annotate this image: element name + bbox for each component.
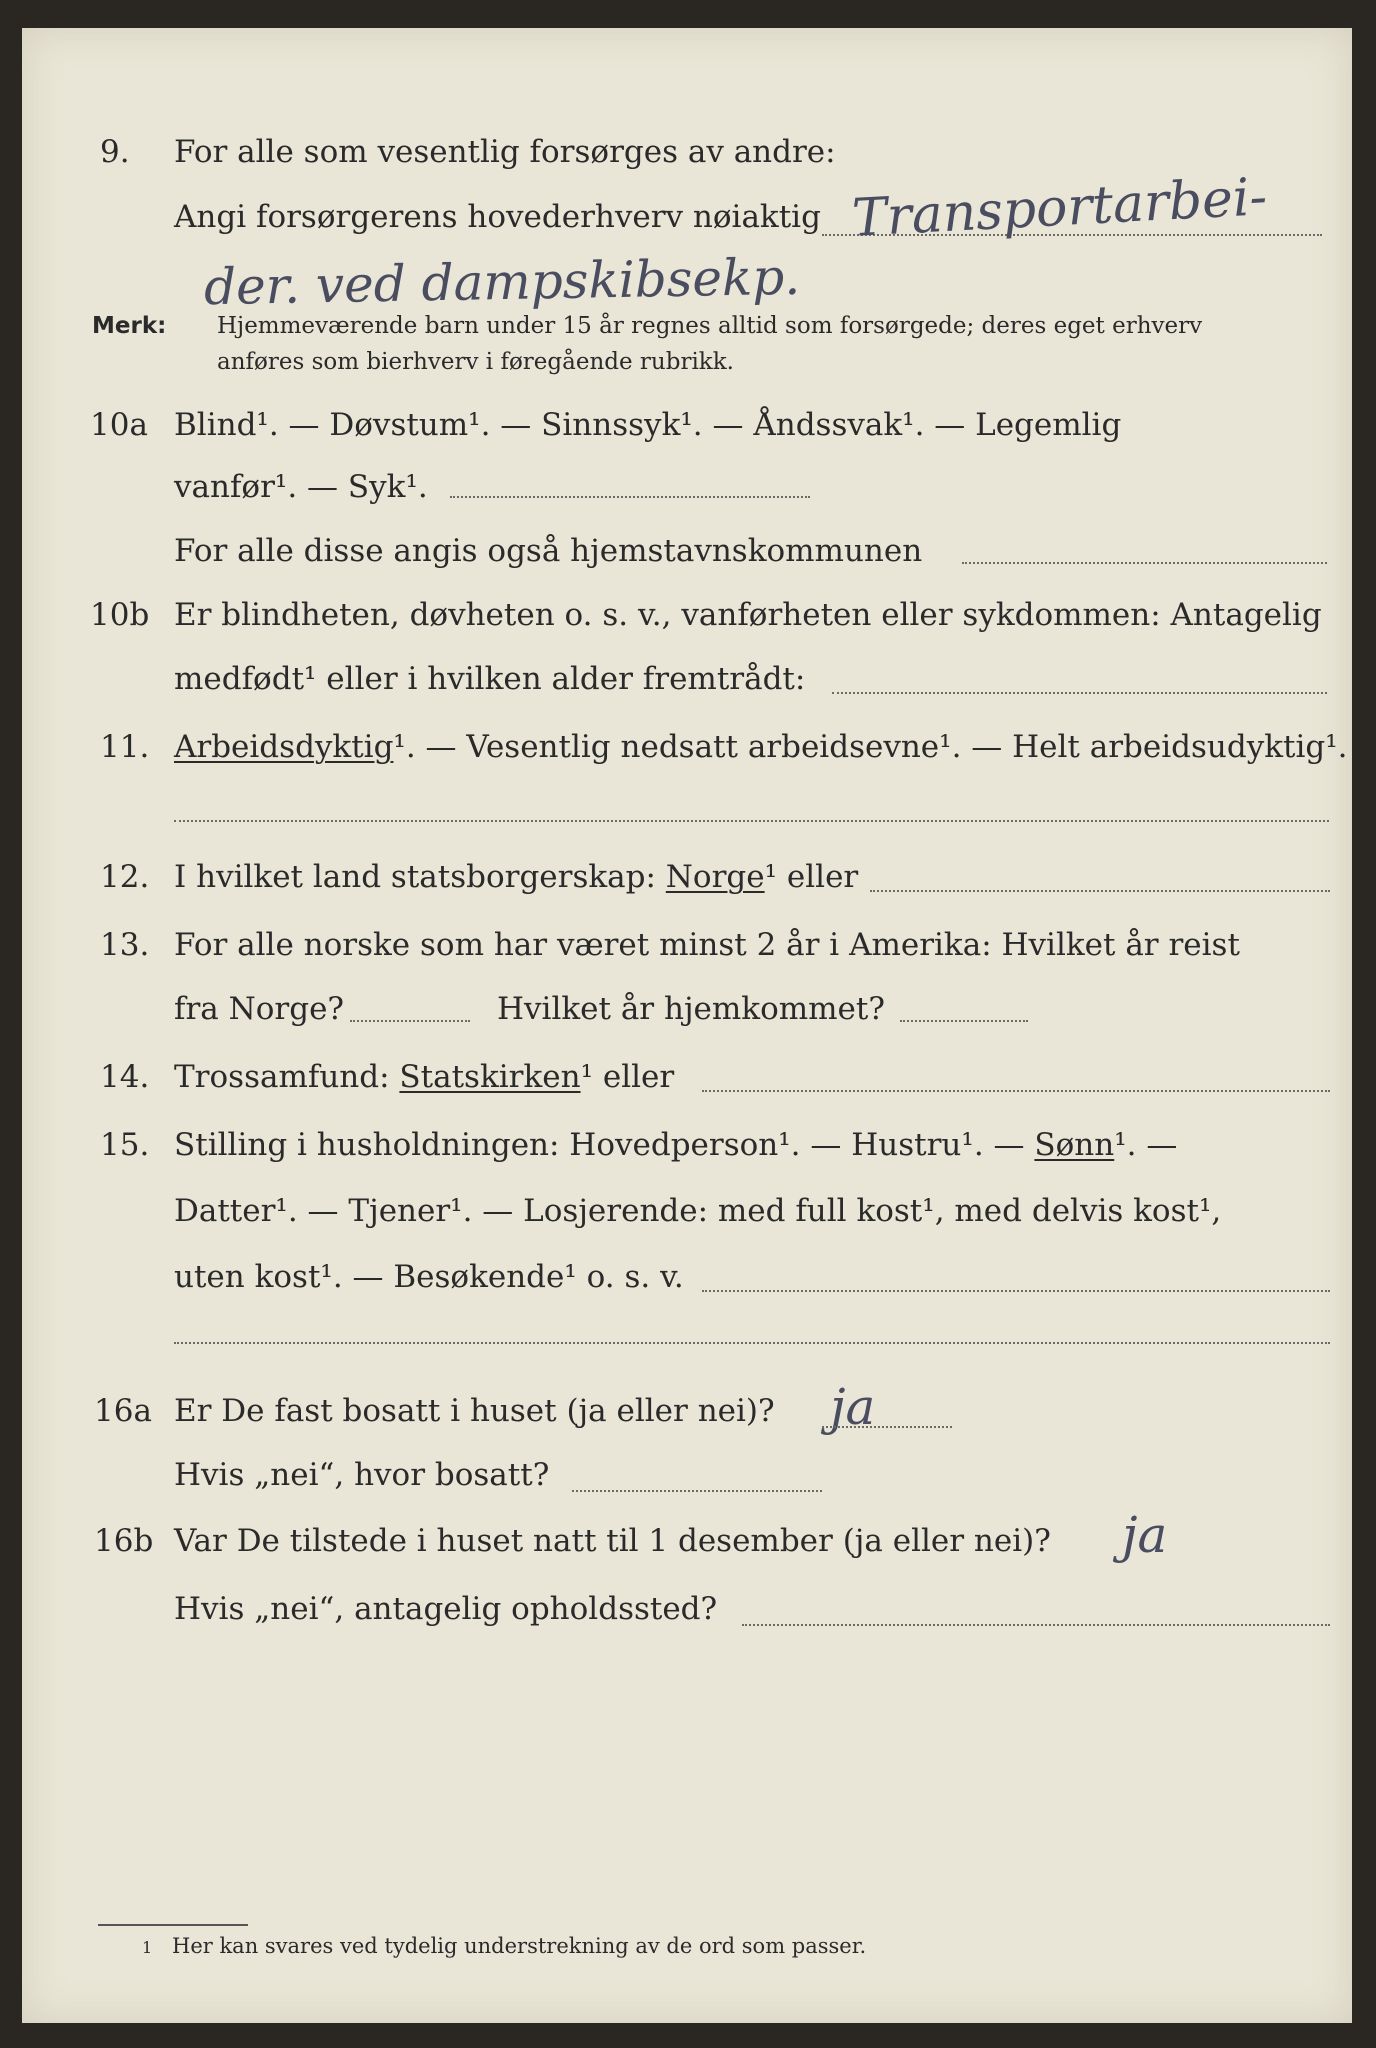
q9-text-line1: For alle som vesentlig forsørges av andre: <box>174 134 836 170</box>
q15-text-line1 <box>174 1126 1177 1164</box>
q12-text <box>174 858 858 896</box>
q10a-text-line2: vanfør¹. — Syk¹. <box>174 469 428 505</box>
q16b-handwritten-answer: ja <box>1122 1506 1168 1564</box>
q12-pre: I hvilket land statsborgerskap: <box>174 859 656 895</box>
q13-number: 13. <box>100 927 150 963</box>
footnote-text: Her kan svares ved tydelig understrekning av de ord som passer. <box>172 1934 867 1958</box>
q12-post: ¹ eller <box>764 859 859 895</box>
q16a-handwritten-answer: ja <box>830 1378 876 1436</box>
q9-handwritten-answer-a: Transportarbei- <box>850 167 1269 249</box>
q10a-text-line3: For alle disse angis også hjemstavnskommunen <box>174 533 923 569</box>
q14-trossamfund-line <box>702 1090 1330 1092</box>
q15-sonn-underlined: Sønn <box>1034 1127 1115 1163</box>
q11-number: 11. <box>100 729 150 765</box>
q15-text-line2: Datter¹. — Tjener¹. — Losjerende: med full kost¹, med delvis kost¹, <box>174 1193 1222 1229</box>
footnote-rule <box>98 1924 248 1926</box>
q10a-syk-line <box>450 496 810 498</box>
q13-hjemkommet-line <box>900 1020 1028 1022</box>
q9-text-line2: Angi forsørgerens hovederhverv nøiaktig <box>174 199 821 235</box>
q15-line1-pre: Stilling i husholdningen: Hovedperson¹. — Hustru¹. — <box>174 1127 1025 1163</box>
q16b-text-line1: Var De tilstede i huset natt til 1 desember (ja eller nei)? <box>174 1523 1051 1559</box>
q16a-answer-line <box>822 1426 952 1428</box>
q10b-text-line1: Er blindheten, døvheten o. s. v., vanførheten eller sykdommen: Antagelig <box>174 597 1322 633</box>
q16a-text-line1: Er De fast bosatt i huset (ja eller nei)? <box>174 1393 775 1429</box>
q9-handwritten-answer-b: der. ved dampskibsekp. <box>203 247 801 317</box>
q10b-text-line2: medfødt¹ eller i hvilken alder fremtrådt: <box>174 661 806 697</box>
q10a-number: 10a <box>90 407 148 443</box>
q16a-text-line2: Hvis „nei“, hvor bosatt? <box>174 1457 550 1493</box>
q12-number: 12. <box>100 859 150 895</box>
q10b-alder-line <box>832 692 1327 694</box>
q15-text-line3: uten kost¹. — Besøkende¹ o. s. v. <box>174 1259 684 1295</box>
q11-arbeidsdyktig-underlined: Arbeidsdyktig <box>174 729 394 765</box>
merk-label: Merk: <box>92 313 167 339</box>
q10b-number: 10b <box>90 597 150 633</box>
q14-statskirken-underlined: Statskirken <box>399 1059 581 1095</box>
q16b-text-line2: Hvis „nei“, antagelig opholdssted? <box>174 1591 718 1627</box>
q14-number: 14. <box>100 1059 150 1095</box>
q16b-number: 16b <box>94 1523 154 1559</box>
q14-text <box>174 1058 674 1096</box>
q16a-bosatt-line <box>572 1490 822 1492</box>
q12-land-line <box>870 890 1330 892</box>
footnote-mark: 1 <box>142 1938 153 1957</box>
census-form-page <box>22 28 1352 2023</box>
merk-text-line2: anføres som bierhverv i føregående rubrikk. <box>217 349 734 375</box>
q15-besokende-line <box>702 1290 1330 1292</box>
q14-post: ¹ eller <box>580 1059 675 1095</box>
q14-pre: Trossamfund: <box>174 1059 390 1095</box>
q16b-opholdssted-line <box>742 1624 1330 1626</box>
q16a-number: 16a <box>94 1393 152 1429</box>
q13-reist-line <box>350 1020 470 1022</box>
merk-text-line1: Hjemmeværende barn under 15 år regnes alltid som forsørgede; deres eget erhverv <box>217 313 1203 339</box>
q10a-kommune-line <box>962 562 1327 564</box>
q15-number: 15. <box>100 1127 150 1163</box>
q15-extra-line <box>174 1342 1330 1344</box>
q13-text-line2b: Hvilket år hjemkommet? <box>497 991 885 1027</box>
q9-number: 9. <box>100 134 130 170</box>
q13-text-line2a: fra Norge? <box>174 991 345 1027</box>
q11-text <box>174 728 1348 766</box>
q12-norge-underlined: Norge <box>665 859 765 895</box>
q11-extra-line <box>174 820 1329 822</box>
q15-line1-post: ¹. — <box>1114 1127 1178 1163</box>
q11-rest: ¹. — Vesentlig nedsatt arbeidsevne¹. — Helt arbeidsudyktig¹. <box>393 729 1348 765</box>
q10a-text-line1: Blind¹. — Døvstum¹. — Sinnssyk¹. — Åndssvak¹. — Legemlig <box>174 407 1122 443</box>
q13-text-line1: For alle norske som har været minst 2 år i Amerika: Hvilket år reist <box>174 927 1240 963</box>
